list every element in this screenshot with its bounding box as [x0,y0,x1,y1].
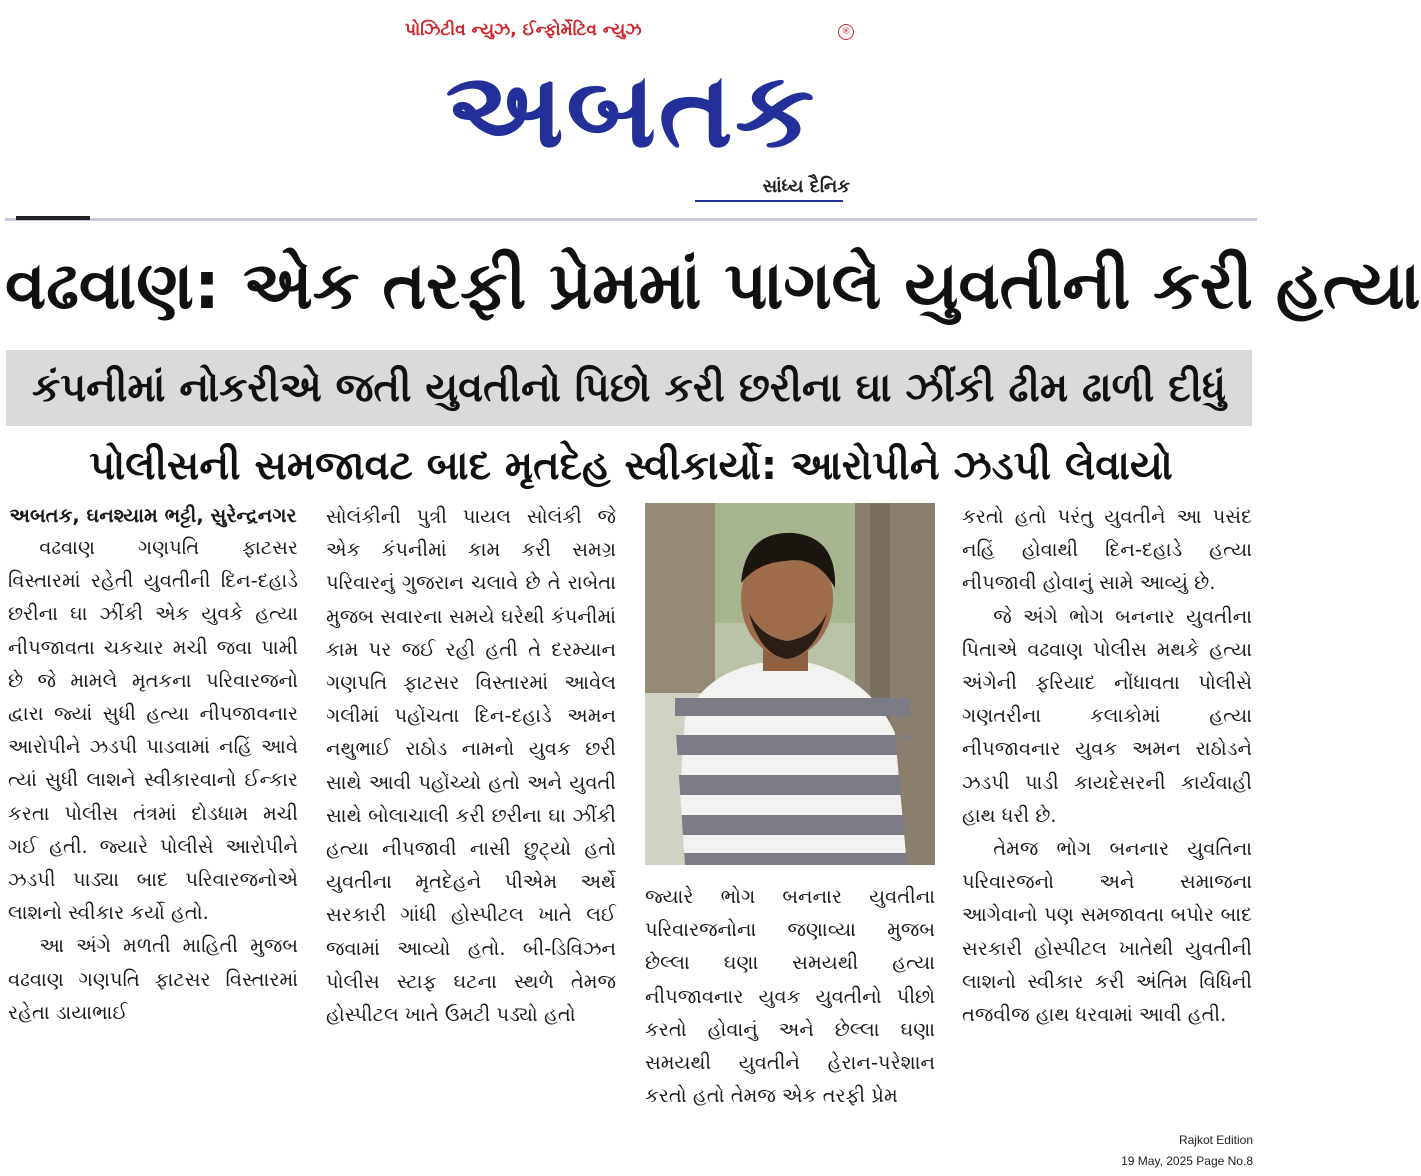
article-paragraph: જે અંગે ભોગ બનનાર યુવતીના પિતાએ વઢવાણ પોલીસ મથકે હત્યા અંગેની ફરિયાદ નોંધાવતા પોલીસે ગણતરીના કલાકોમાં હત્યા નીપજાવનાર યુવક અમન રાઠોડને ઝડપી પાડી કાયદેસરની કાર્યવાહી હાથ ધરી છે. [962,604,1252,827]
date-page-label: 19 May, 2025 Page No.8 [1121,1154,1253,1168]
subheadline: કંપનીમાં નોકરીએ જતી યુવતીનો પિછો કરી છરીના ઘા ઝીંકી ઢીમ ઢાળી દીધું [6,350,1252,426]
tagline: પોઝિટીવ ન્યુઝ, ઈન્ફોર્મેટિવ ન્યુઝ [405,20,642,40]
article-column-4 [962,500,1252,1125]
article-paragraph: વઢવાણ ગણપતિ ફાટસર વિસ્તારમાં રહેતી યુવતીની દિન-દહાડે છરીના ઘા ઝીંકી એક યુવકે હત્યા નીપજાવતા ચકચાર મચી જવા પામી છે જે મામલે મૃતકના પરિવારજનો દ્વારા જ્યાં સુધી હત્યા નીપજાવનાર આરોપીને ઝડપી પાડવામાં નહિં આવે ત્યાં સુધી લાશને સ્વીકારવાનો ઈન્કાર કરતા પોલીસ તંત્રમાં દોડધામ મચી ગઈ હતી. જ્યારે પોલીસે આરોપીને ઝડપી પાડ્યા બાદ પરિવારજનોએ લાશનો સ્વીકાર કર્યો હતો. [8,536,298,925]
article-column-3 [645,880,935,1125]
edition-word: સાંધ્ય દૈનિક [762,176,850,197]
article-paragraph: આ અંગે મળતી માહિતી મુજબ વઢવાણ ગણપતિ ફાટસર વિસ્તારમાં રહેતા ડાયાભાઈ [8,934,298,1024]
accused-photo [645,503,935,865]
article-column-2 [326,500,616,1125]
article-paragraph: કરતો હતો પરંતુ યુવતીને આ પસંદ નહિં હોવાથી દિન-દહાડે હત્યા નીપજાવી હોવાનું સામે આવ્યું છે. [962,505,1252,595]
registered-mark: ® [838,24,854,40]
newspaper-logo: અબતક [445,49,817,171]
article-paragraph: જ્યારે ભોગ બનનાર યુવતીના પરિવારજનોના જણાવ્યા મુજબ છેલ્લા ઘણા સમયથી હત્યા નીપજાવનાર યુવક યુવતીનો પીછો કરતો હોવાનું અને છેલ્લા ઘણા સમયથી યુવતીને હેરાન-પરેશાન કરતો હતો તેમજ એક તરફી પ્રેમ [645,885,935,1108]
headline: વઢવાણ: એક તરફી પ્રેમમાં પાગલે યુવતીની કરી હત્યા [5,247,1421,324]
article-paragraph: તેમજ ભોગ બનનાર યુવતિના પરિવારજનો અને સમાજના આગેવાનો પણ સમજાવતા બપોર બાદ સરકારી હોસ્પીટલ ખાતેથી યુવતીની લાશનો સ્વીકાર કરી અંતિમ વિધિની તજવીજ હાથ ધરવામાં આવી હતી. [962,837,1252,1027]
subheadline-secondary: પોલીસની સમજાવટ બાદ મૃતદેહ સ્વીકાર્યો: આરોપીને ઝડપી લેવાયો [89,443,1173,489]
byline: અબતક, ઘનશ્યામ ભટ્ટી, સુરેન્દ્રનગર [9,504,297,527]
header-rule-accent [16,216,90,220]
masthead [405,14,857,204]
logo-underline [695,200,843,202]
photo-illustration [645,503,935,865]
article-paragraph: સોલંકીની પુત્રી પાયલ સોલંકી જે એક કંપનીમાં કામ કરી સમગ્ર પરિવારનું ગુજરાન ચલાવે છે તે રાબેતા મુજબ સવારના સમયે ઘરેથી કંપનીમાં કામ પર જઈ રહી હતી તે દરમ્યાન ગણપતિ ફાટસર વિસ્તારમાં આવેલ ગલીમાં પહોંચતા દિન-દહાડે અમન નથુભાઈ રાઠોડ નામનો યુવક છરી સાથે આવી પહોંચ્યો હતો અને યુવતી સાથે બોલાચાલી કરી છરીના ઘા ઝીંકી હત્યા નીપજાવી નાસી છુટ્યો હતો યુવતીના મૃતદેહને પીએમ અર્થે સરકારી ગાંધી હોસ્પીટલ ખાતે લઈ જવામાં આવ્યો હતો. બી-ડિવિઝન પોલીસ સ્ટાફ ઘટના સ્થળે તેમજ હોસ્પીટલ ખાતે ઉમટી પડ્યો હતો [326,505,616,1027]
article-column-1 [8,500,298,1125]
page-footer [1033,1130,1253,1172]
edition-label: Rajkot Edition [1178,1133,1253,1147]
header-rule [5,218,1257,221]
